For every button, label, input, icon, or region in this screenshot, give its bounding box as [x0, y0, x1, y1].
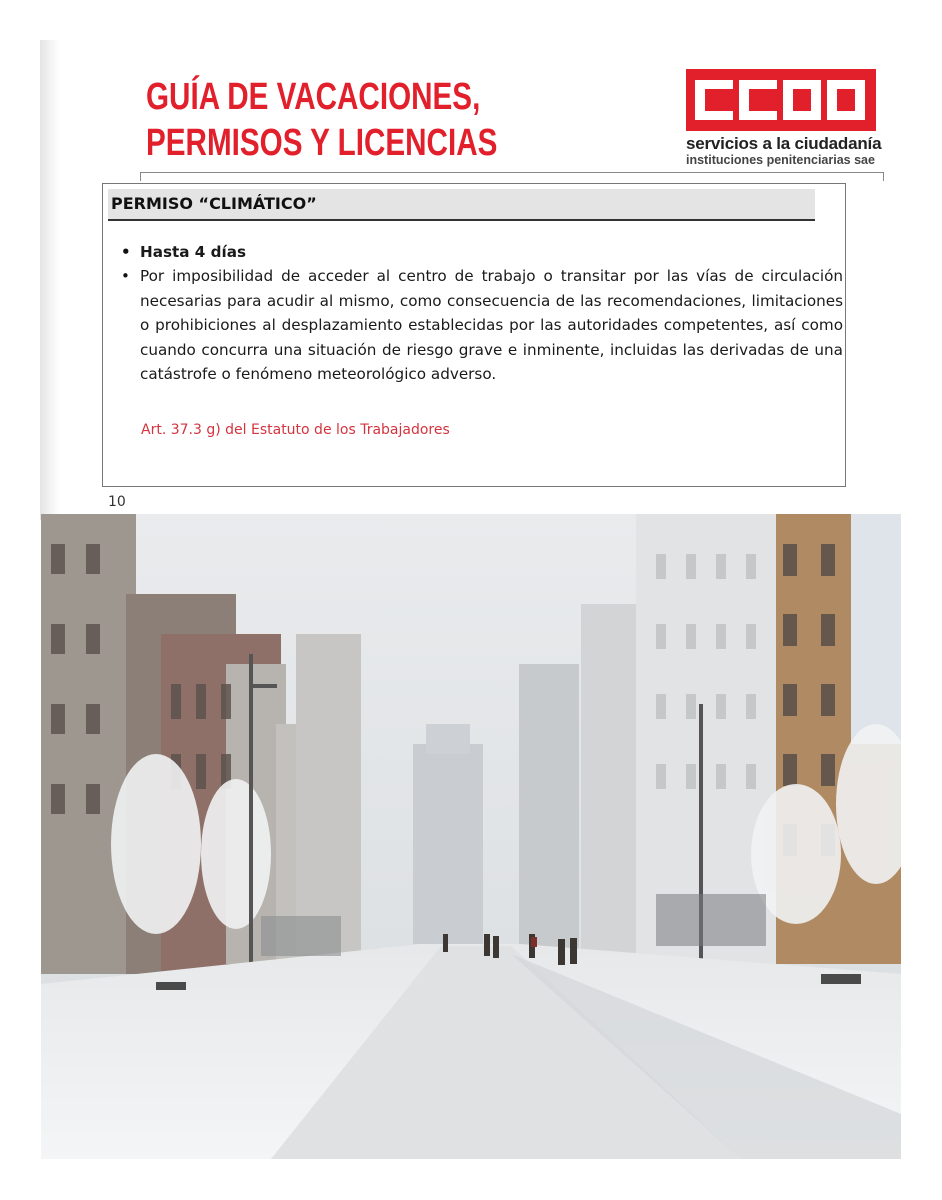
title-line-1: GUÍA DE VACACIONES, — [146, 76, 481, 118]
document-title — [146, 74, 497, 166]
ccoo-letters-icon — [695, 80, 867, 120]
ccoo-logo-mark — [686, 69, 876, 131]
permit-box — [102, 183, 846, 487]
ccoo-logo — [686, 69, 882, 167]
page-spine-shadow — [40, 40, 60, 520]
title-line-2: PERMISOS Y LICENCIAS — [146, 122, 498, 164]
logo-subtitle: servicios a la ciudadanía — [686, 134, 882, 153]
permit-details-list — [121, 240, 843, 386]
legal-reference: Art. 37.3 g) del Estatuto de los Trabajadores — [141, 422, 450, 438]
logo-department: instituciones penitenciarias sae — [686, 153, 875, 167]
list-item-duration: • Hasta 4 días — [121, 240, 843, 264]
header-divider — [140, 172, 884, 181]
page-number: 10 — [108, 494, 126, 510]
section-heading: PERMISO “CLIMÁTICO” — [108, 189, 815, 221]
list-item-conditions: • Por imposibilidad de acceder al centro de trabajo o transitar por las vías de circulación necesarias para acudir al mismo, como consecuencia de las recomendaciones, limitaciones o prohibiciones al desplazamiento establecidas por las autoridades competentes, así como cuando concurra una situación de riesgo grave e inminente, incluidas las derivadas de una catástrofe o fenómeno meteorológico adverso. — [121, 264, 843, 386]
snowy-street-photo — [41, 514, 901, 1159]
